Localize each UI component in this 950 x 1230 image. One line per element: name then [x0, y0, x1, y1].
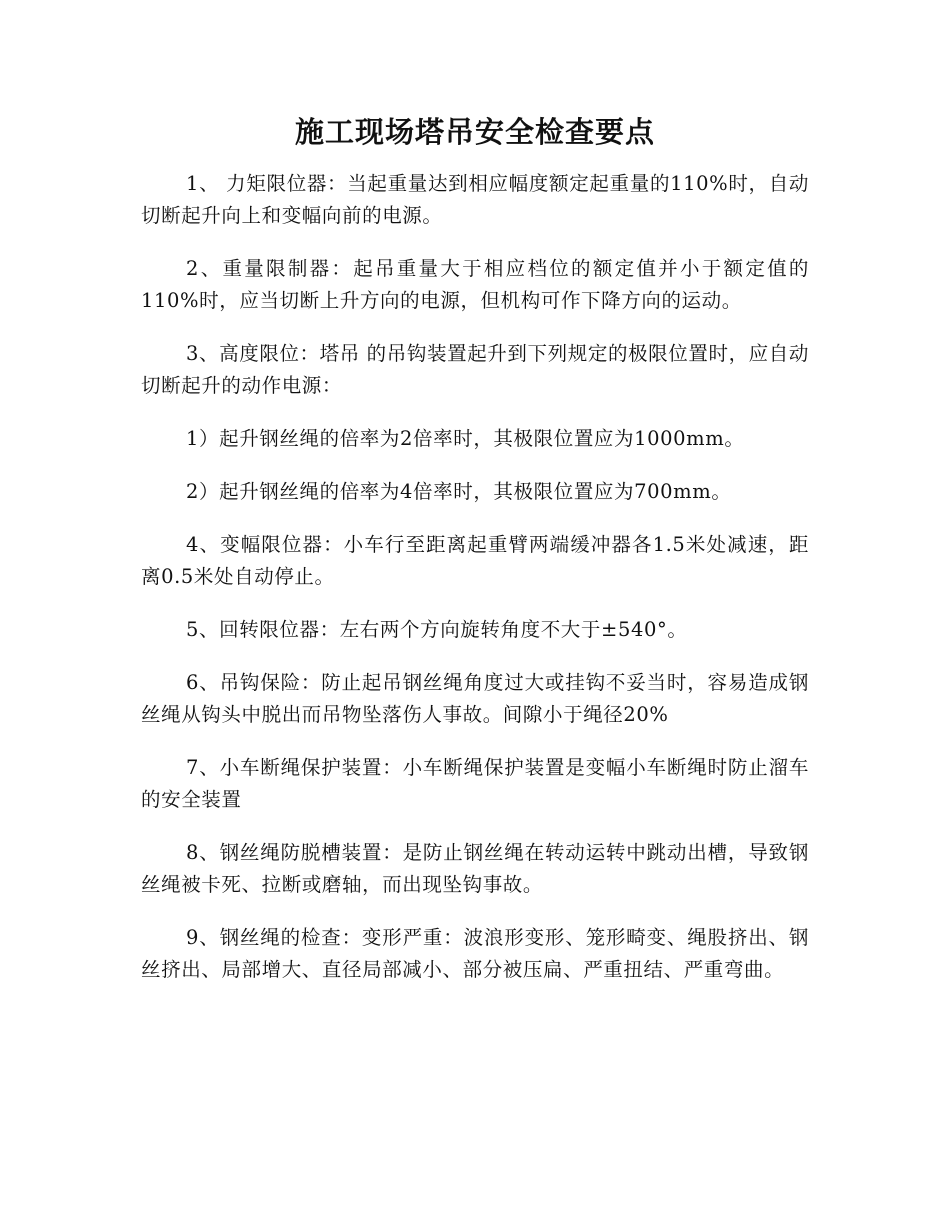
- paragraph-weight-limiter: 2、重量限制器：起吊重量大于相应档位的额定值并小于额定值的110%时，应当切断上升方向的电源，但机构可作下降方向的运动。: [141, 257, 809, 312]
- paragraph-height-limit: 3、高度限位：塔吊 的吊钩装置起升到下列规定的极限位置时，应自动切断起升的动作电源：: [141, 342, 809, 397]
- paragraph-rope-anti-derail: 8、钢丝绳防脱槽装置：是防止钢丝绳在转动运转中跳动出槽，导致钢丝绳被卡死、拉断或磨轴，而出现坠钩事故。: [141, 841, 809, 896]
- document-title: 施工现场塔吊安全检查要点: [294, 115, 655, 149]
- paragraph-height-limit-item-2: 2）起升钢丝绳的倍率为4倍率时，其极限位置应为700mm。: [186, 480, 732, 503]
- paragraph-torque-limiter: 1、 力矩限位器：当起重量达到相应幅度额定起重量的110%时，自动切断起升向上和变幅向前的电源。: [141, 172, 809, 227]
- paragraph-rope-inspection: 9、钢丝绳的检查：变形严重：波浪形变形、笼形畸变、绳股挤出、钢丝挤出、局部增大、直径局部减小、部分被压扁、严重扭结、严重弯曲。: [141, 926, 809, 981]
- paragraph-slewing-limiter: 5、回转限位器：左右两个方向旋转角度不大于±540°。: [186, 618, 688, 641]
- paragraph-luffing-limiter: 4、变幅限位器：小车行至距离起重臂两端缓冲器各1.5米处减速，距离0.5米处自动停止。: [141, 533, 809, 588]
- paragraph-height-limit-item-1: 1）起升钢丝绳的倍率为2倍率时，其极限位置应为1000mm。: [186, 427, 745, 450]
- paragraph-trolley-rope-break-protection: 7、小车断绳保护装置：小车断绳保护装置是变幅小车断绳时防止溜车的安全装置: [141, 756, 809, 811]
- document-body: [141, 168, 809, 1007]
- paragraph-hook-safety: 6、吊钩保险：防止起吊钢丝绳角度过大或挂钩不妥当时，容易造成钢丝绳从钩头中脱出而吊物坠落伤人事故。间隙小于绳径20%: [141, 671, 809, 726]
